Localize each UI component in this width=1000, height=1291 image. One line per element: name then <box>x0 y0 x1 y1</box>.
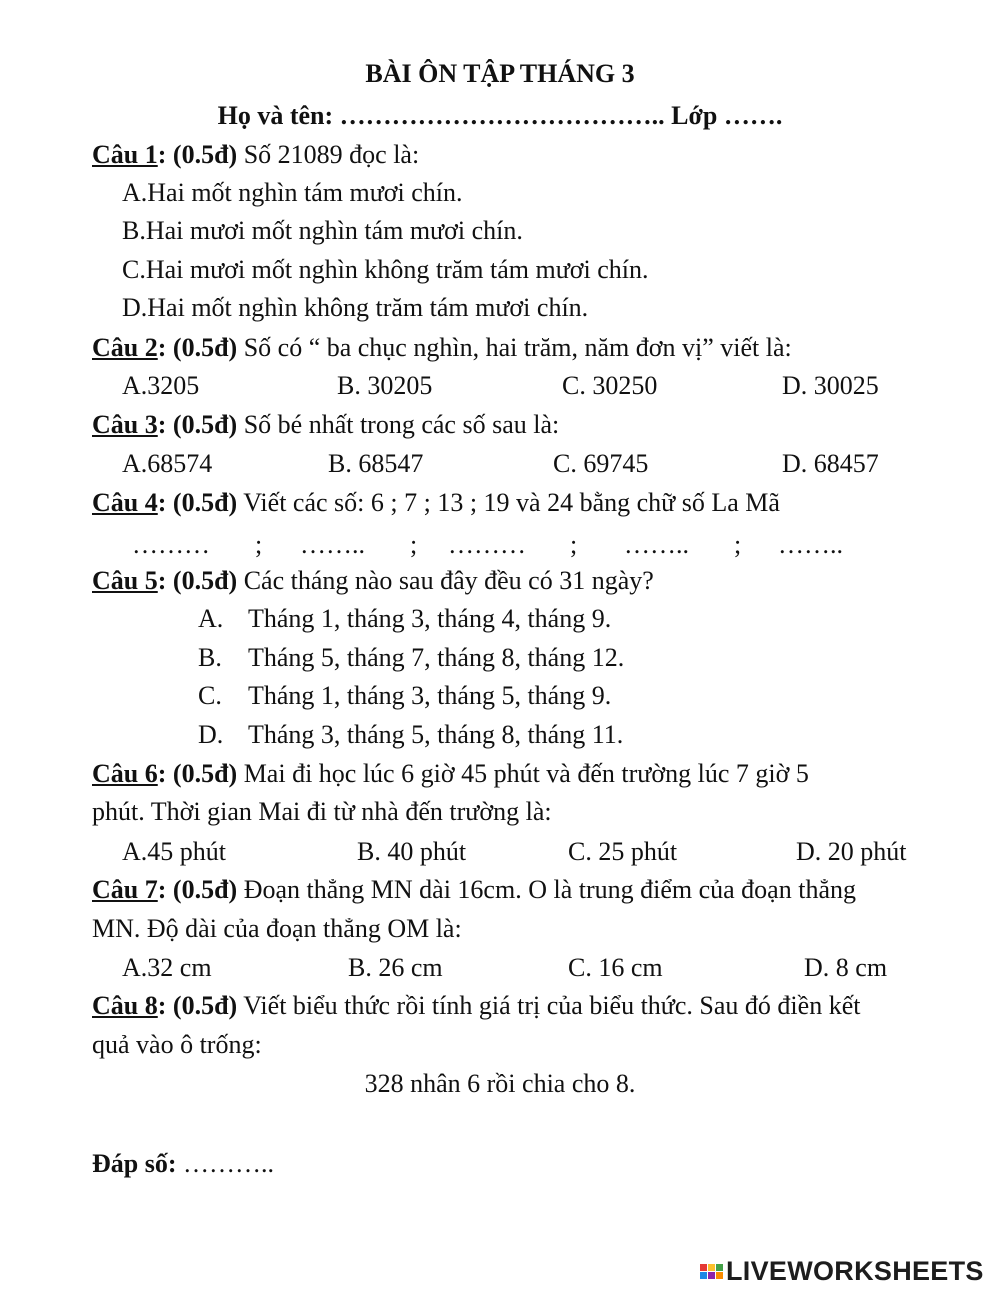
q6-option-a[interactable]: A.45 phút <box>122 837 226 866</box>
question-text: Các tháng nào sau đây đều có 31 ngày? <box>237 566 654 595</box>
q2-option-b[interactable]: B. 30205 <box>337 371 433 400</box>
logo-square <box>716 1264 723 1271</box>
liveworksheets-brand <box>700 1254 984 1288</box>
question-6 <box>92 758 809 790</box>
option-text: Tháng 5, tháng 7, tháng 8, tháng 12. <box>248 643 625 672</box>
option-text: Tháng 1, tháng 3, tháng 5, tháng 9. <box>248 681 612 710</box>
question-points: : (0.5đ) <box>157 991 238 1020</box>
question-text: Viết biểu thức rồi tính giá trị của biểu thức. Sau đó điền kết <box>237 991 861 1020</box>
question-points: : (0.5đ) <box>157 333 238 362</box>
question-label: Câu 7 <box>92 875 158 904</box>
q5-option-b[interactable] <box>198 642 624 674</box>
question-label: Câu 2 <box>92 333 158 362</box>
q7-option-c[interactable]: C. 16 cm <box>568 953 663 982</box>
separator: ; <box>734 530 742 559</box>
question-text: Mai đi học lúc 6 giờ 45 phút và đến trường lúc 7 giờ 5 <box>237 759 809 788</box>
answer-label: Đáp số: <box>92 1149 177 1178</box>
question-label: Câu 3 <box>92 410 158 439</box>
question-points: : (0.5đ) <box>157 410 238 439</box>
name-blank[interactable]: ……………………………….. <box>333 101 672 130</box>
q7-option-b[interactable]: B. 26 cm <box>348 953 443 982</box>
separator: ; <box>410 530 418 559</box>
roman-blank-2[interactable]: …….. <box>300 530 365 559</box>
question-3 <box>92 409 559 441</box>
option-letter: A. <box>198 604 224 633</box>
q2-option-a[interactable]: A.3205 <box>122 371 200 400</box>
q6-option-b[interactable]: B. 40 phút <box>357 837 467 866</box>
q7-option-d[interactable]: D. 8 cm <box>804 953 888 982</box>
question-8 <box>92 990 860 1022</box>
logo-square <box>716 1272 723 1279</box>
answer-line <box>92 1148 274 1180</box>
answer-blank[interactable]: ……….. <box>176 1149 275 1178</box>
q2-option-d[interactable]: D. 30025 <box>782 371 879 400</box>
question-text: Số 21089 đọc là: <box>237 140 420 169</box>
question-7-continued: MN. Độ dài của đoạn thẳng OM là: <box>92 914 462 943</box>
separator: ; <box>570 530 578 559</box>
q5-option-c[interactable] <box>198 680 611 712</box>
option-letter: C. <box>198 681 222 710</box>
roman-blank-4[interactable]: …….. <box>624 530 689 559</box>
roman-blank-5[interactable]: …….. <box>778 530 843 559</box>
question-label: Câu 1 <box>92 140 158 169</box>
option-letter: D. <box>198 720 224 749</box>
question-points: : (0.5đ) <box>157 759 238 788</box>
question-points: : (0.5đ) <box>157 140 238 169</box>
worksheet-title: BÀI ÔN TẬP THÁNG 3 <box>365 59 635 88</box>
q1-option-d[interactable]: D.Hai mốt nghìn không trăm tám mươi chín. <box>122 293 589 322</box>
question-4 <box>92 487 780 519</box>
separator: ; <box>255 530 263 559</box>
question-5 <box>92 565 654 597</box>
option-letter: B. <box>198 643 222 672</box>
question-text: Số có “ ba chục nghìn, hai trăm, năm đơn vị” viết là: <box>237 333 792 362</box>
question-label: Câu 5 <box>92 566 158 595</box>
roman-blank-1[interactable]: ……… <box>132 530 210 559</box>
logo-square <box>700 1264 707 1271</box>
liveworksheets-logo-icon <box>700 1264 723 1279</box>
name-label: Họ và tên: <box>217 101 334 130</box>
option-text: Tháng 1, tháng 3, tháng 4, tháng 9. <box>248 604 612 633</box>
class-blank[interactable]: ……. <box>717 101 783 130</box>
question-points: : (0.5đ) <box>157 566 238 595</box>
q1-option-a[interactable]: A.Hai mốt nghìn tám mươi chín. <box>122 178 463 207</box>
q7-option-a[interactable]: A.32 cm <box>122 953 212 982</box>
question-text: Số bé nhất trong các số sau là: <box>237 410 560 439</box>
question-text: Đoạn thẳng MN dài 16cm. O là trung điểm của đoạn thẳng <box>237 875 856 904</box>
q1-option-b[interactable]: B.Hai mươi mốt nghìn tám mươi chín. <box>122 216 523 245</box>
brand-text: LIVEWORKSHEETS <box>726 1255 984 1286</box>
question-points: : (0.5đ) <box>157 875 238 904</box>
logo-square <box>708 1272 715 1279</box>
q2-option-c[interactable]: C. 30250 <box>562 371 658 400</box>
q3-option-c[interactable]: C. 69745 <box>553 449 649 478</box>
student-info-line <box>0 100 1000 132</box>
question-label: Câu 6 <box>92 759 158 788</box>
question-label: Câu 4 <box>92 488 158 517</box>
q6-option-d[interactable]: D. 20 phút <box>796 837 907 866</box>
option-text: Tháng 3, tháng 5, tháng 8, tháng 11. <box>248 720 624 749</box>
expression: 328 nhân 6 rồi chia cho 8. <box>364 1069 636 1098</box>
q3-option-a[interactable]: A.68574 <box>122 449 213 478</box>
question-points: : (0.5đ) <box>157 488 238 517</box>
class-label: Lớp <box>671 101 718 130</box>
question-6-continued: phút. Thời gian Mai đi từ nhà đến trường là: <box>92 797 552 826</box>
q1-option-c[interactable]: C.Hai mươi mốt nghìn không trăm tám mươi chín. <box>122 255 649 284</box>
q5-option-d[interactable] <box>198 719 623 751</box>
question-label: Câu 8 <box>92 991 158 1020</box>
roman-blank-3[interactable]: ……… <box>448 530 526 559</box>
q6-option-c[interactable]: C. 25 phút <box>568 837 678 866</box>
logo-square <box>708 1264 715 1271</box>
question-text: Viết các số: 6 ; 7 ; 13 ; 19 và 24 bằng chữ số La Mã <box>237 488 780 517</box>
q5-option-a[interactable] <box>198 603 611 635</box>
question-7 <box>92 874 856 906</box>
question-2 <box>92 332 792 364</box>
question-8-continued: quả vào ô trống: <box>92 1030 262 1059</box>
q3-option-b[interactable]: B. 68547 <box>328 449 424 478</box>
q3-option-d[interactable]: D. 68457 <box>782 449 879 478</box>
logo-square <box>700 1272 707 1279</box>
question-1 <box>92 139 419 171</box>
